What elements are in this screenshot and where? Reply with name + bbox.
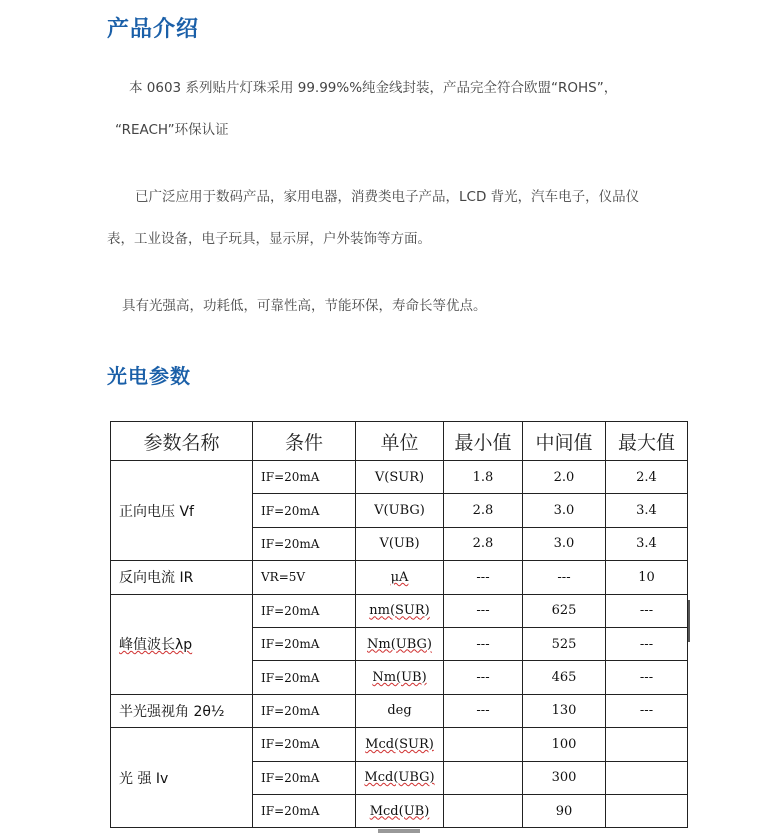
section-title-product-intro: 产品介绍 [107,17,200,42]
cell-condition: IF=20mA [253,594,356,627]
cell-mid: 130 [523,694,606,727]
unit-text: nm(SUR) [369,603,430,619]
cell-unit [356,794,444,827]
table-row [111,694,688,727]
cell-condition: IF=20mA [253,728,356,761]
param-label: 峰值波长λp [119,637,193,654]
param-luminous-intensity: 光 强 Iv [111,728,253,828]
cell-min [444,794,523,827]
cell-min [444,761,523,794]
cell-unit: V(UBG) [356,494,444,527]
cell-condition: IF=20mA [253,494,356,527]
table-edge-mark [688,600,690,642]
cell-min: --- [444,694,523,727]
cell-condition: IF=20mA [253,694,356,727]
cell-max: --- [606,661,688,694]
cell-max: 3.4 [606,494,688,527]
cell-min: --- [444,594,523,627]
cell-unit: deg [356,694,444,727]
cell-mid: 2.0 [523,461,606,494]
cell-mid: 90 [523,794,606,827]
cell-mid: 3.0 [523,494,606,527]
cell-min [444,728,523,761]
cell-unit [356,627,444,660]
intro-paragraph-3: 具有光强高，功耗低，可靠性高，节能环保，寿命长等优点。 [122,298,487,314]
cell-mid: --- [523,561,606,594]
cell-max: 2.4 [606,461,688,494]
table-row [111,561,688,594]
unit-text: μA [390,569,409,585]
cell-mid: 3.0 [523,527,606,560]
cell-unit: V(SUR) [356,461,444,494]
cell-condition: IF=20mA [253,761,356,794]
unit-text: Mcd(UB) [369,803,430,819]
cell-condition: IF=20mA [253,461,356,494]
header-param-name: 参数名称 [111,422,253,461]
intro-paragraph-2b: 表，工业设备，电子玩具，显示屏，户外装饰等方面。 [107,231,431,247]
param-forward-voltage: 正向电压 Vf [111,461,253,561]
cell-max [606,728,688,761]
cell-condition: IF=20mA [253,527,356,560]
unit-text: Mcd(UBG) [364,770,435,786]
header-condition: 条件 [253,422,356,461]
param-reverse-current: 反向电流 IR [111,561,253,594]
intro-paragraph-1b: “REACH”环保认证 [115,122,229,138]
header-mid: 中间值 [523,422,606,461]
table-row [111,461,688,494]
cell-unit [356,728,444,761]
cell-mid: 525 [523,627,606,660]
cell-mid: 300 [523,761,606,794]
header-unit: 单位 [356,422,444,461]
cell-condition: VR=5V [253,561,356,594]
cell-max [606,761,688,794]
cell-max: 10 [606,561,688,594]
table-row [111,594,688,627]
cell-max: --- [606,627,688,660]
cell-min: 1.8 [444,461,523,494]
table-header-row [111,422,688,461]
cell-condition: IF=20mA [253,794,356,827]
cell-min: 2.8 [444,494,523,527]
section-title-optoelectronic-params: 光电参数 [107,364,191,388]
cell-max: --- [606,594,688,627]
cell-max: 3.4 [606,527,688,560]
intro-paragraph-2a: 已广泛应用于数码产品，家用电器，消费类电子产品，LCD 背光，汽车电子，仪品仪 [135,189,640,205]
unit-text: Nm(UB) [372,670,427,686]
page-bottom-mark [378,829,420,833]
cell-max [606,794,688,827]
param-half-intensity-angle: 半光强视角 2θ½ [111,694,253,727]
table-row [111,728,688,761]
cell-condition: IF=20mA [253,661,356,694]
cell-condition: IF=20mA [253,627,356,660]
cell-min: --- [444,561,523,594]
cell-unit [356,661,444,694]
intro-paragraph-1a: 本 0603 系列贴片灯珠采用 99.99%%纯金线封装，产品完全符合欧盟“ROHS”， [129,80,618,96]
param-peak-wavelength [111,594,253,694]
cell-min: 2.8 [444,527,523,560]
parameter-table [110,421,688,828]
header-min: 最小值 [444,422,523,461]
header-max: 最大值 [606,422,688,461]
cell-max: --- [606,694,688,727]
cell-unit [356,561,444,594]
cell-min: --- [444,627,523,660]
cell-mid: 100 [523,728,606,761]
cell-unit [356,594,444,627]
cell-unit [356,761,444,794]
cell-mid: 465 [523,661,606,694]
cell-min: --- [444,661,523,694]
unit-text: Nm(UBG) [367,636,432,652]
cell-unit: V(UB) [356,527,444,560]
unit-text: Mcd(SUR) [365,736,434,752]
cell-mid: 625 [523,594,606,627]
